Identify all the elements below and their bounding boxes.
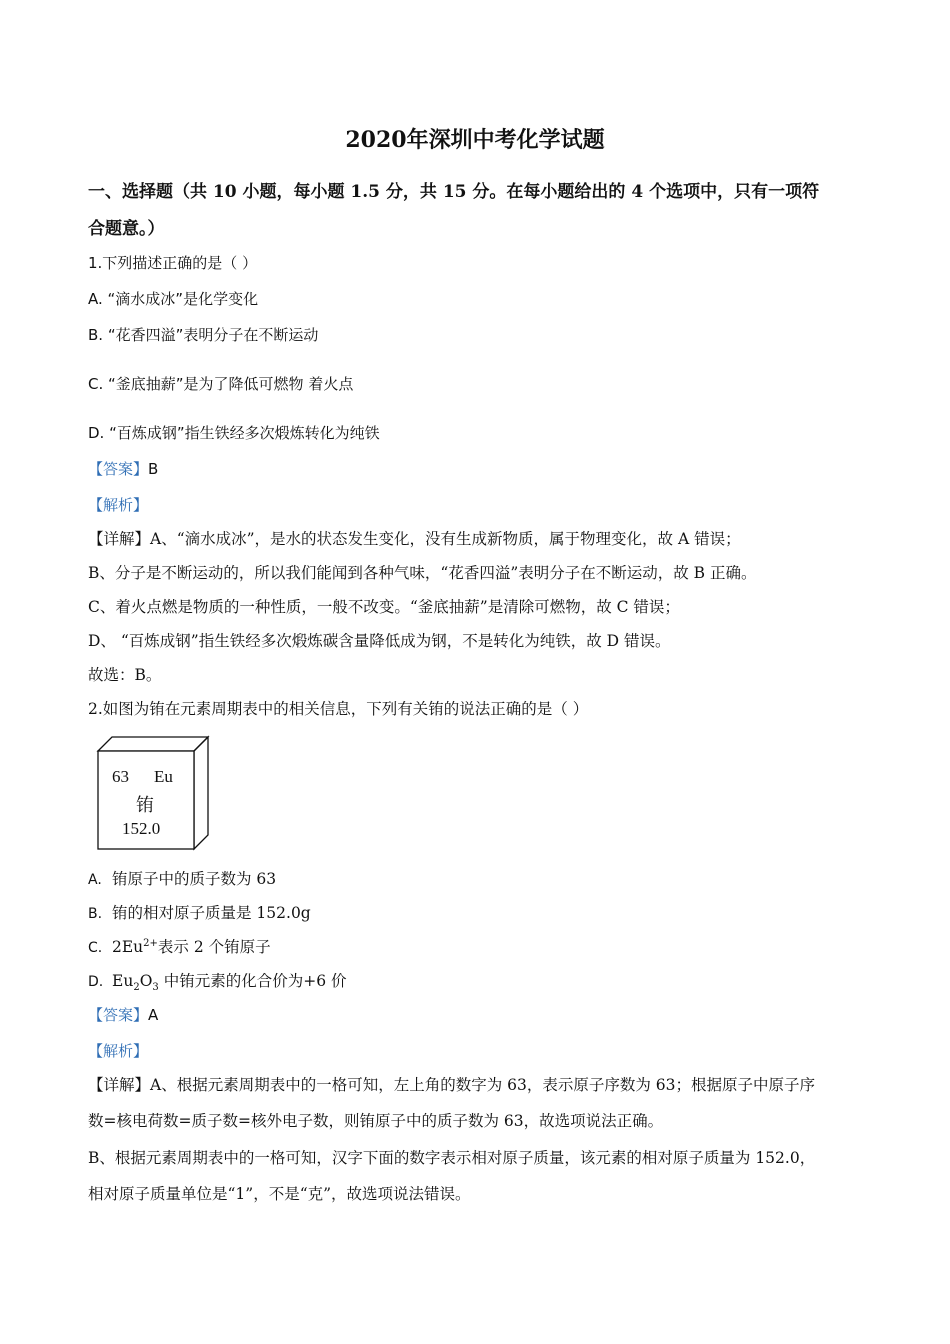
q1-detail-line-2: B、分子是不断运动的，所以我们能闻到各种气味，“花香四溢”表明分子在不断运动，故 B 正确。 [88, 564, 757, 582]
q1-detail-line-3: C、着火点燃是物质的一种性质，一般不改变。“釜底抽薪”是清除可燃物，故 C 错误； [88, 598, 680, 616]
q2-option-a-label: A. [88, 872, 102, 888]
q2-option-d-sub-2: 2 [133, 982, 140, 994]
q2-option-c-label: C. [88, 940, 103, 956]
q1-detail-line-1 [88, 529, 741, 549]
element-symbol: Eu [154, 767, 173, 786]
q2-detail-tag: 【详解】 [88, 1076, 151, 1094]
q1-option-d: D. “百炼成钢”指生铁经多次煅炼转化为纯铁 [88, 424, 380, 442]
q2-option-a [88, 869, 276, 890]
q1-answer-tag: 【答案】 [88, 460, 149, 478]
section-heading-line-1: 一、选择题（共 10 小题，每小题 1.5 分，共 15 分。在每小题给出的 4 个选项中，只有一项符 [88, 182, 820, 202]
q2-detail-line-3: B、根据元素周期表中的一格可知，汉字下面的数字表示相对原子质量，该元素的相对原子质量为 152.0， [88, 1149, 816, 1167]
page-title: 2020年深圳中考化学试题 [345, 127, 605, 153]
q2-option-d [88, 971, 347, 992]
q1-answer [88, 459, 158, 479]
q2-option-d-formula-eu: Eu [112, 972, 134, 990]
q2-answer [88, 1005, 158, 1025]
q1-option-c: C. “釜底抽薪”是为了降低可燃物 着火点 [88, 375, 354, 393]
q2-detail-line-2: 数=核电荷数=质子数=核外电子数，则铕原子中的质子数为 63，故选项说法正确。 [88, 1112, 664, 1130]
q1-detail-tag: 【详解】 [88, 530, 151, 548]
element-name: 铕 [136, 795, 154, 816]
q2-answer-value: A [148, 1006, 159, 1024]
q2-option-c-formula: 2Eu [112, 938, 144, 956]
q2-stem: 2.如图为铕在元素周期表中的相关信息，下列有关铕的说法正确的是（ ） [88, 700, 589, 718]
q2-option-b [88, 903, 311, 924]
q2-analysis-tag: 【解析】 [88, 1042, 149, 1060]
q2-option-b-text: 铕的相对原子质量是 152.0g [112, 904, 311, 922]
element-atomic-mass: 152.0 [122, 819, 161, 838]
q1-detail-text-1: A、“滴水成冰”，是水的状态发生变化，没有生成新物质，属于物理变化，故 A 错误； [150, 530, 741, 548]
q2-option-a-text: 铕原子中的质子数为 63 [112, 870, 277, 888]
q2-detail-line-1 [88, 1075, 815, 1095]
q2-option-d-text: 中铕元素的化合价为+6 价 [158, 972, 347, 990]
q2-detail-text-1: A、根据元素周期表中的一格可知，左上角的数字为 63，表示原子序数为 63；根据原子中原子序 [150, 1076, 816, 1094]
q1-option-b: B. “花香四溢”表明分子在不断运动 [88, 326, 319, 344]
q1-detail-line-4: D、 “百炼成钢”指生铁经多次煅炼碳含量降低成为钢，不是转化为纯铁，故 D 错误。 [88, 632, 671, 650]
section-heading-line-2: 合题意。） [88, 219, 165, 239]
q2-option-c-charge: 2+ [143, 937, 158, 949]
q2-detail-line-4: 相对原子质量单位是“1”，不是“克”，故选项说法错误。 [88, 1185, 471, 1203]
periodic-element-card [96, 735, 212, 851]
q1-option-a: A. “滴水成冰”是化学变化 [88, 290, 259, 308]
element-atomic-number: 63 [112, 767, 129, 786]
q1-answer-value: B [148, 460, 159, 478]
q2-answer-tag: 【答案】 [88, 1006, 149, 1024]
q2-option-b-label: B. [88, 906, 103, 922]
q2-option-d-sub-3: 3 [152, 982, 159, 994]
q2-option-d-formula-o: O [139, 972, 153, 990]
q2-option-c [88, 937, 271, 958]
q1-analysis-tag: 【解析】 [88, 496, 149, 514]
q2-option-d-label: D. [88, 974, 104, 990]
q1-stem: 1.下列描述正确的是（ ） [88, 254, 258, 272]
q2-option-c-text: 表示 2 个铕原子 [157, 938, 271, 956]
q1-conclusion: 故选：B。 [88, 666, 162, 684]
